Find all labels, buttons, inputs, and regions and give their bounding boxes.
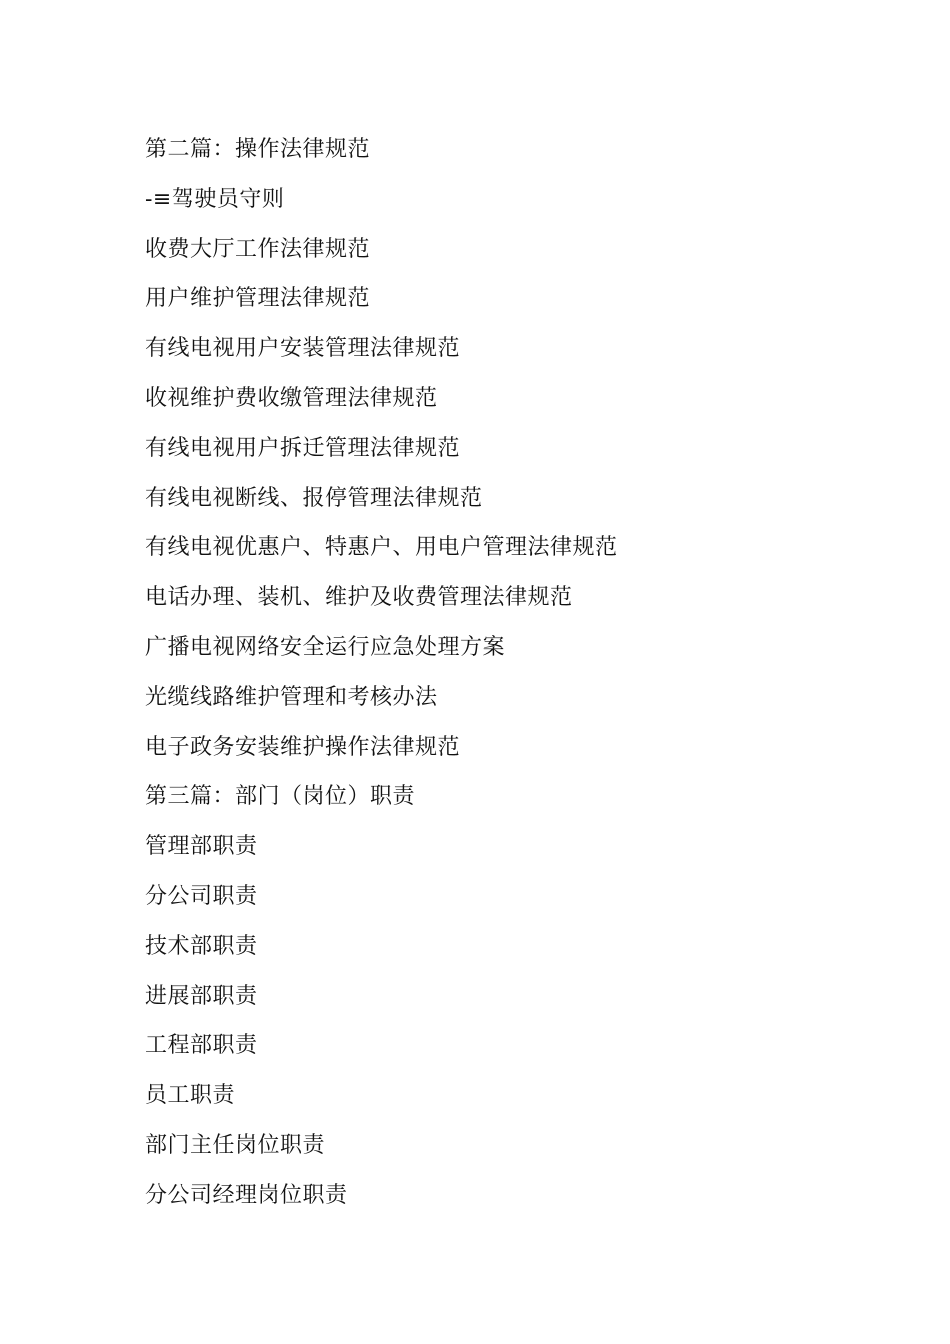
list-item: 收视维护费收缴管理法律规范	[145, 385, 438, 411]
list-item: 电话办理、装机、维护及收费管理法律规范	[145, 585, 573, 611]
list-item: 广播电视网络安全运行应急处理方案	[145, 634, 506, 660]
document-body	[145, 131, 845, 1227]
list-item: 管理部职责	[145, 834, 258, 860]
list-item: 分公司职责	[145, 883, 258, 909]
list-item: 进展部职责	[145, 983, 258, 1009]
list-item: 有线电视用户拆迁管理法律规范	[145, 435, 461, 461]
list-item: 光缆线路维护管理和考核办法	[145, 684, 438, 710]
list-item: 员工职责	[145, 1083, 236, 1109]
list-item: 分公司经理岗位职责	[145, 1182, 348, 1208]
list-item: 有线电视用户安装管理法律规范	[145, 336, 461, 362]
list-item: 收费大厅工作法律规范	[145, 236, 371, 262]
section-heading-3: 第三篇：部门（岗位）职责	[145, 784, 416, 810]
list-item: -≡驾驶员守则	[145, 186, 285, 212]
list-item: 工程部职责	[145, 1033, 258, 1059]
list-item: 电子政务安装维护操作法律规范	[145, 734, 461, 760]
section-heading-2: 第二篇：操作法律规范	[145, 137, 371, 162]
list-item: 用户维护管理法律规范	[145, 286, 371, 312]
list-item: 有线电视优惠户、特惠户、用电户管理法律规范	[145, 535, 618, 561]
list-item: 技术部职责	[145, 933, 258, 959]
list-item: 有线电视断线、报停管理法律规范	[145, 485, 483, 511]
list-item: 部门主任岗位职责	[145, 1132, 326, 1158]
